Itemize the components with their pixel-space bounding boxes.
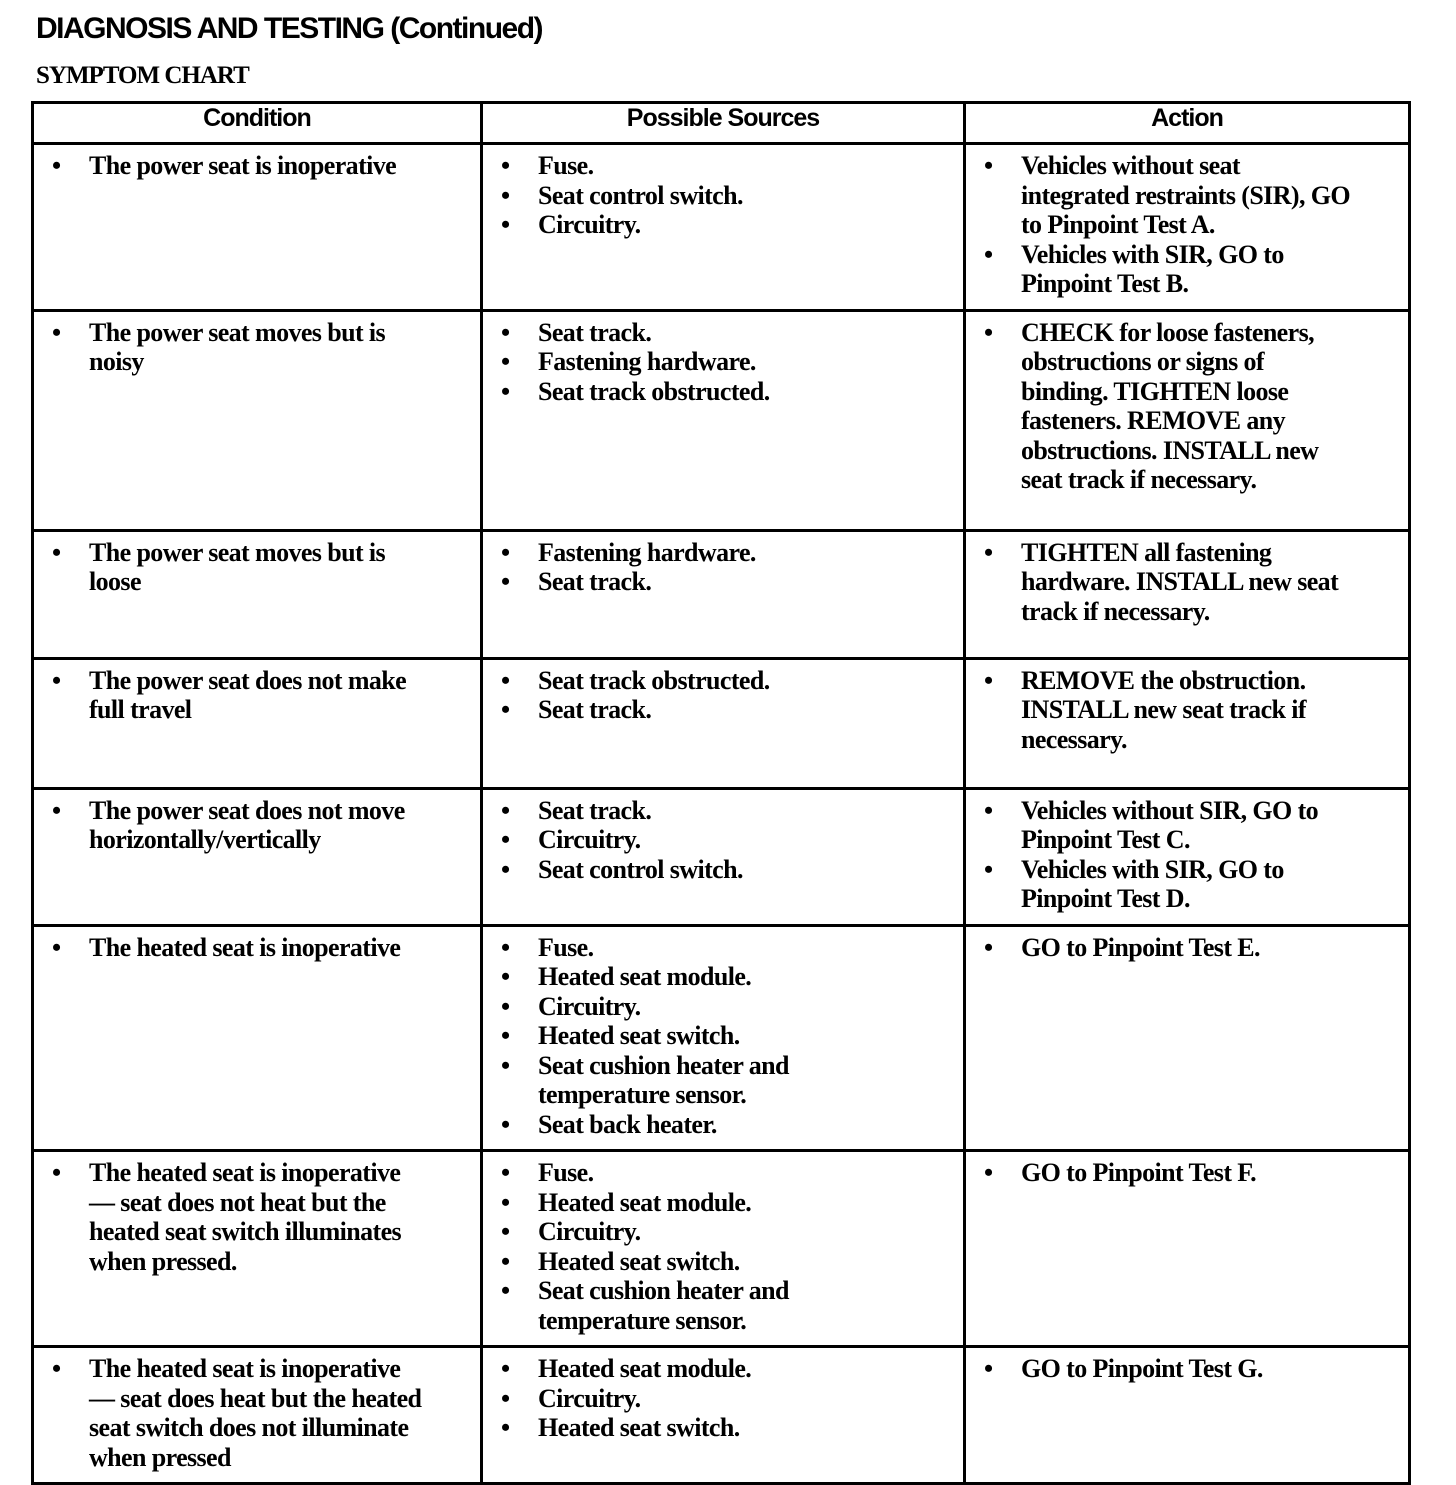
list-item <box>491 1247 955 1277</box>
bullet-icon: • <box>501 210 510 239</box>
bullet-icon: • <box>52 537 61 567</box>
list-item <box>974 666 1400 755</box>
header-possible-sources: Possible Sources <box>482 103 965 144</box>
list-item <box>42 796 472 855</box>
list-item <box>42 1354 472 1472</box>
list-item <box>491 538 955 568</box>
list-item <box>491 1384 955 1414</box>
list-item <box>974 1354 1400 1384</box>
item-text: Circuitry. <box>538 825 641 854</box>
bullet-icon: • <box>501 1158 510 1187</box>
bullet-icon: • <box>52 665 61 695</box>
bullet-icon: • <box>501 825 510 854</box>
action-cell <box>965 925 1410 1151</box>
list-item <box>491 377 955 407</box>
bullet-icon: • <box>52 317 61 347</box>
bullet-icon: • <box>52 795 61 825</box>
bullet-icon: • <box>501 1413 510 1442</box>
bullet-icon: • <box>501 932 510 962</box>
item-text: Fuse. <box>538 1158 594 1187</box>
bullet-icon: • <box>501 1354 510 1383</box>
bullet-icon: • <box>52 151 61 180</box>
list-item <box>491 181 955 211</box>
list-item <box>491 151 955 181</box>
list-item <box>974 318 1400 495</box>
possible-sources-cell <box>482 530 965 658</box>
table-row <box>33 144 1410 311</box>
list-item <box>974 796 1400 855</box>
action-cell <box>965 658 1410 788</box>
item-text: Heated seat module. <box>538 1354 752 1383</box>
bullet-icon: • <box>984 239 993 269</box>
bullet-icon: • <box>52 1354 61 1383</box>
list-item <box>491 567 955 597</box>
bullet-icon: • <box>52 1158 61 1187</box>
condition-cell <box>33 530 482 658</box>
list-item <box>42 318 472 377</box>
table-row <box>33 530 1410 658</box>
bullet-icon: • <box>501 1276 510 1305</box>
item-text: Seat track. <box>538 317 652 347</box>
possible-sources-cell <box>482 925 965 1151</box>
symptom-chart-table <box>31 101 1411 1485</box>
bullet-icon: • <box>501 695 510 724</box>
possible-sources-cell <box>482 658 965 788</box>
bullet-icon: • <box>501 1246 510 1276</box>
possible-sources-cell <box>482 310 965 530</box>
action-cell <box>965 788 1410 925</box>
item-text: GO to Pinpoint Test F. <box>1021 1158 1257 1187</box>
bullet-icon: • <box>501 347 510 376</box>
item-text: Heated seat module. <box>538 1187 752 1217</box>
bullet-icon: • <box>501 1217 510 1246</box>
condition-cell <box>33 1347 482 1484</box>
header-action: Action <box>965 103 1410 144</box>
list-item <box>491 666 955 696</box>
item-text: Seat cushion heater and temperature sensor. <box>538 1050 789 1109</box>
bullet-icon: • <box>501 1383 510 1413</box>
table-header-row <box>33 103 1410 144</box>
bullet-icon: • <box>501 376 510 406</box>
item-text: Vehicles without SIR, GO to Pinpoint Test C. <box>1021 795 1319 854</box>
list-item <box>974 933 1400 963</box>
item-text: Seat track obstructed. <box>538 376 770 406</box>
table-row <box>33 788 1410 925</box>
bullet-icon: • <box>984 1158 993 1187</box>
list-item <box>974 151 1400 240</box>
list-item <box>491 1158 955 1188</box>
bullet-icon: • <box>52 932 61 962</box>
list-item <box>491 1217 955 1247</box>
bullet-icon: • <box>984 151 993 180</box>
bullet-icon: • <box>501 1050 510 1080</box>
possible-sources-cell <box>482 1151 965 1347</box>
action-cell <box>965 144 1410 311</box>
list-item <box>491 796 955 826</box>
item-text: Heated seat module. <box>538 962 752 991</box>
list-item <box>974 855 1400 914</box>
item-text: Heated seat switch. <box>538 1246 740 1276</box>
list-item <box>491 1110 955 1140</box>
list-item <box>42 666 472 725</box>
item-text: Seat track obstructed. <box>538 665 770 695</box>
bullet-icon: • <box>501 567 510 596</box>
table-row <box>33 925 1410 1151</box>
list-item <box>974 1158 1400 1188</box>
list-item <box>491 855 955 885</box>
item-text: Fastening hardware. <box>538 537 756 567</box>
item-text: Fuse. <box>538 151 594 180</box>
bullet-icon: • <box>984 317 993 347</box>
bullet-icon: • <box>501 1109 510 1139</box>
item-text: REMOVE the obstruction. INSTALL new seat track if necessary. <box>1021 665 1306 754</box>
list-item <box>42 538 472 597</box>
action-cell <box>965 1151 1410 1347</box>
chart-subtitle: SYMPTOM CHART <box>36 62 249 89</box>
item-text: GO to Pinpoint Test G. <box>1021 1354 1263 1383</box>
list-item <box>974 538 1400 627</box>
item-text: CHECK for loose fasteners, obstructions or signs of binding. TIGHTEN loose fasteners. REMOVE any obstructions. INSTALL new seat track if necessary. <box>1021 317 1319 494</box>
item-text: Seat track. <box>538 567 652 596</box>
table-row <box>33 1151 1410 1347</box>
item-text: The power seat does not move horizontally/vertically <box>89 795 405 854</box>
list-item <box>491 933 955 963</box>
list-item <box>42 1158 472 1276</box>
bullet-icon: • <box>501 854 510 884</box>
item-text: Circuitry. <box>538 210 641 239</box>
table-row <box>33 658 1410 788</box>
page-title: DIAGNOSIS AND TESTING (Continued) <box>36 12 543 45</box>
item-text: The power seat moves but is noisy <box>89 317 386 376</box>
item-text: Seat control switch. <box>538 854 743 884</box>
list-item <box>491 1276 955 1335</box>
list-item <box>491 210 955 240</box>
bullet-icon: • <box>501 1021 510 1050</box>
list-item <box>491 1051 955 1110</box>
condition-cell <box>33 925 482 1151</box>
bullet-icon: • <box>984 1354 993 1383</box>
list-item <box>42 151 472 181</box>
item-text: Vehicles with SIR, GO to Pinpoint Test D. <box>1021 854 1284 913</box>
condition-cell <box>33 144 482 311</box>
table-row <box>33 310 1410 530</box>
list-item <box>491 347 955 377</box>
item-text: The heated seat is inoperative — seat does not heat but the heated seat switch illuminates when pressed. <box>89 1158 402 1276</box>
list-item <box>42 933 472 963</box>
bullet-icon: • <box>984 932 993 962</box>
item-text: Vehicles without seat integrated restraints (SIR), GO to Pinpoint Test A. <box>1021 151 1350 239</box>
list-item <box>491 695 955 725</box>
action-cell <box>965 1347 1410 1484</box>
bullet-icon: • <box>501 317 510 347</box>
item-text: Vehicles with SIR, GO to Pinpoint Test B. <box>1021 239 1284 298</box>
possible-sources-cell <box>482 1347 965 1484</box>
bullet-icon: • <box>501 962 510 991</box>
list-item <box>491 825 955 855</box>
item-text: Seat back heater. <box>538 1109 717 1139</box>
list-item <box>491 1354 955 1384</box>
list-item <box>491 962 955 992</box>
list-item <box>491 1188 955 1218</box>
list-item <box>491 992 955 1022</box>
possible-sources-cell <box>482 144 965 311</box>
bullet-icon: • <box>501 665 510 695</box>
list-item <box>491 1021 955 1051</box>
item-text: The power seat is inoperative <box>89 151 397 180</box>
action-cell <box>965 530 1410 658</box>
bullet-icon: • <box>984 537 993 567</box>
list-item <box>491 318 955 348</box>
list-item <box>974 240 1400 299</box>
condition-cell <box>33 1151 482 1347</box>
item-text: Circuitry. <box>538 991 641 1021</box>
bullet-icon: • <box>501 180 510 210</box>
item-text: Fastening hardware. <box>538 347 756 376</box>
condition-cell <box>33 658 482 788</box>
item-text: Circuitry. <box>538 1217 641 1246</box>
bullet-icon: • <box>501 1187 510 1217</box>
bullet-icon: • <box>501 795 510 825</box>
possible-sources-cell <box>482 788 965 925</box>
item-text: The power seat moves but is loose <box>89 537 386 596</box>
bullet-icon: • <box>984 665 993 695</box>
item-text: Seat control switch. <box>538 180 743 210</box>
item-text: GO to Pinpoint Test E. <box>1021 932 1260 962</box>
item-text: Heated seat switch. <box>538 1021 740 1050</box>
header-condition: Condition <box>33 103 482 144</box>
item-text: The power seat does not make full travel <box>89 665 407 724</box>
condition-cell <box>33 310 482 530</box>
item-text: Heated seat switch. <box>538 1413 740 1442</box>
item-text: Seat track. <box>538 795 652 825</box>
table-body <box>33 144 1410 1484</box>
bullet-icon: • <box>984 795 993 825</box>
bullet-icon: • <box>501 991 510 1021</box>
item-text: Fuse. <box>538 932 594 962</box>
table-row <box>33 1347 1410 1484</box>
item-text: The heated seat is inoperative — seat does heat but the heated seat switch does not illuminate when pressed <box>89 1354 422 1472</box>
bullet-icon: • <box>984 854 993 884</box>
item-text: TIGHTEN all fastening hardware. INSTALL new seat track if necessary. <box>1021 537 1339 626</box>
bullet-icon: • <box>501 537 510 567</box>
action-cell <box>965 310 1410 530</box>
item-text: Seat track. <box>538 695 652 724</box>
item-text: Circuitry. <box>538 1383 641 1413</box>
list-item <box>491 1413 955 1443</box>
condition-cell <box>33 788 482 925</box>
item-text: The heated seat is inoperative <box>89 932 401 962</box>
item-text: Seat cushion heater and temperature sensor. <box>538 1276 789 1335</box>
bullet-icon: • <box>501 151 510 180</box>
